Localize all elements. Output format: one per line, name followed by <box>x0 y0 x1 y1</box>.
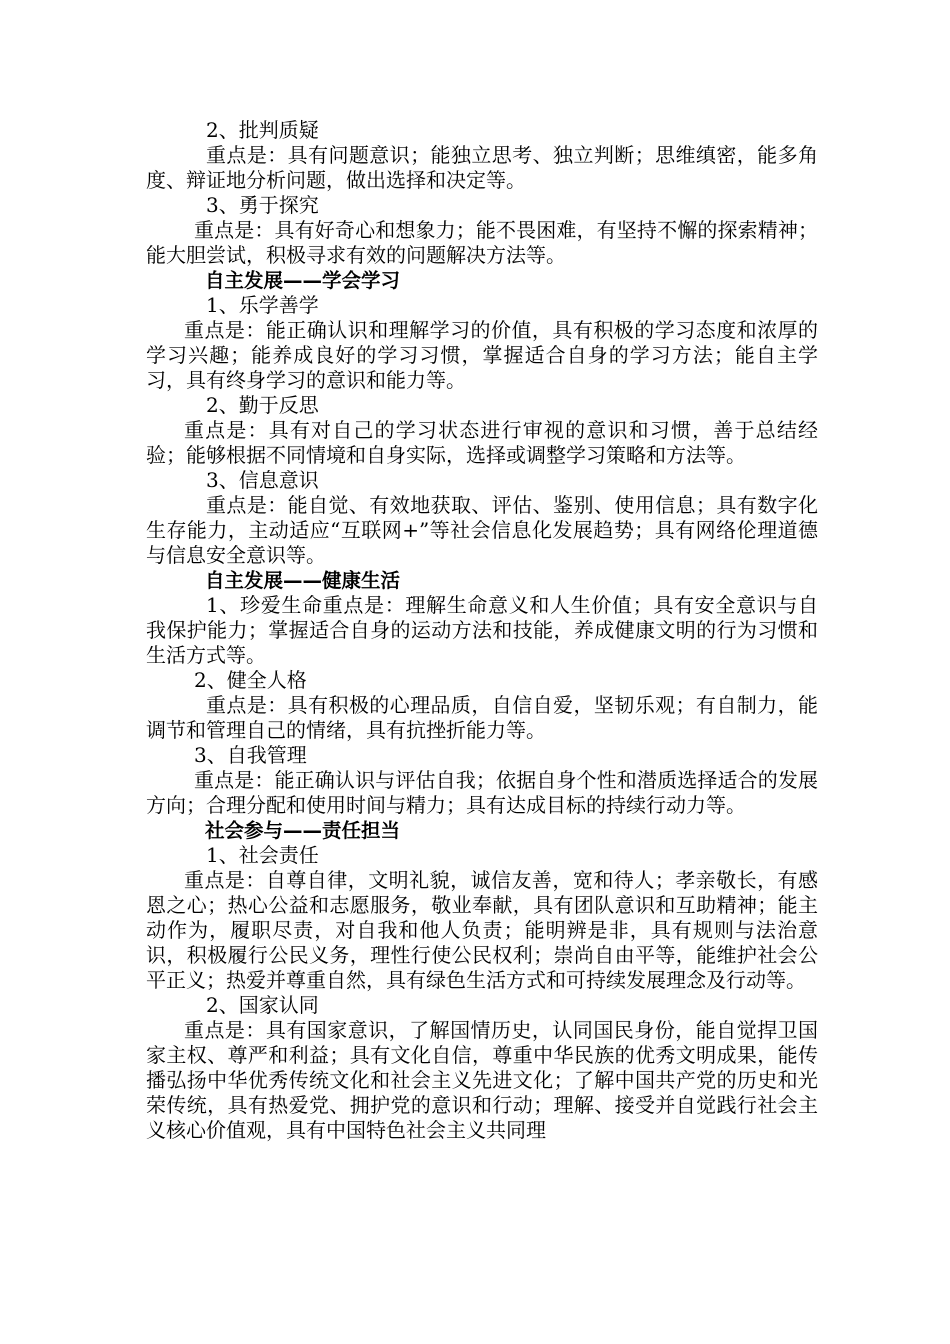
item-heading: 3、自我管理 <box>194 743 307 767</box>
paragraph: 重点是：具有问题意识；能独立思考、独立判断；思维缜密，能多角度、辩证地分析问题，做出选择和决定等。 <box>146 143 818 192</box>
section-heading: 自主发展——健康生活 <box>205 569 401 592</box>
paragraph: 重点是：具有好奇心和想象力；能不畏困难，有坚持不懈的探索精神；能大胆尝试，积极寻求有效的问题解决方法等。 <box>146 218 818 267</box>
paragraph: 重点是：自尊自律，文明礼貌，诚信友善，宽和待人；孝亲敬长，有感恩之心；热心公益和志愿服务，敬业奉献，具有团队意识和互助精神；能主动作为，履职尽责，对自我和他人负责；能明辨是非，具有规则与法治意识，积极履行公民义务，理性行使公民权利；崇尚自由平等，能维护社会公平正义；热爱并尊重自然，具有绿色生活方式和可持续发展理念及行动等。 <box>146 868 818 992</box>
paragraph: 重点是：具有国家意识，了解国情历史，认同国民身份，能自觉捍卫国家主权、尊严和利益；具有文化自信，尊重中华民族的优秀文明成果，能传播弘扬中华优秀传统文化和社会主义先进文化；了解中国共产党的历史和光荣传统，具有热爱党、拥护党的意识和行动；理解、接受并自觉践行社会主义核心价值观，具有中国特色社会主义共同理 <box>146 1018 818 1142</box>
item-heading: 2、健全人格 <box>194 668 307 692</box>
paragraph: 重点是：能正确认识与评估自我；依据自身个性和潜质选择适合的发展方向；合理分配和使用时间与精力；具有达成目标的持续行动力等。 <box>146 768 818 817</box>
section-heading: 社会参与——责任担当 <box>205 819 401 842</box>
paragraph: 1、珍爱生命重点是：理解生命意义和人生价值；具有安全意识与自我保护能力；掌握适合自身的运动方法和技能，养成健康文明的行为习惯和生活方式等。 <box>146 593 818 667</box>
item-heading: 3、勇于探究 <box>206 193 319 217</box>
item-heading: 3、信息意识 <box>206 468 319 492</box>
paragraph: 重点是：具有积极的心理品质，自信自爱，坚韧乐观；有自制力，能调节和管理自己的情绪，具有抗挫折能力等。 <box>146 693 818 742</box>
paragraph: 重点是：具有对自己的学习状态进行审视的意识和习惯，善于总结经验；能够根据不同情境和自身实际，选择或调整学习策略和方法等。 <box>146 418 818 467</box>
document-body <box>146 118 818 1143</box>
item-heading: 2、勤于反思 <box>206 393 319 417</box>
paragraph: 重点是：能自觉、有效地获取、评估、鉴别、使用信息；具有数字化生存能力，主动适应“互联网+”等社会信息化发展趋势；具有网络伦理道德与信息安全意识等。 <box>146 493 818 567</box>
paragraph: 重点是：能正确认识和理解学习的价值，具有积极的学习态度和浓厚的学习兴趣；能养成良好的学习习惯，掌握适合自身的学习方法；能自主学习，具有终身学习的意识和能力等。 <box>146 318 818 392</box>
item-heading: 1、乐学善学 <box>206 293 319 317</box>
section-heading: 自主发展——学会学习 <box>205 269 401 292</box>
item-heading: 2、国家认同 <box>206 993 319 1017</box>
item-heading: 1、社会责任 <box>206 843 319 867</box>
item-heading: 2、批判质疑 <box>206 118 319 142</box>
